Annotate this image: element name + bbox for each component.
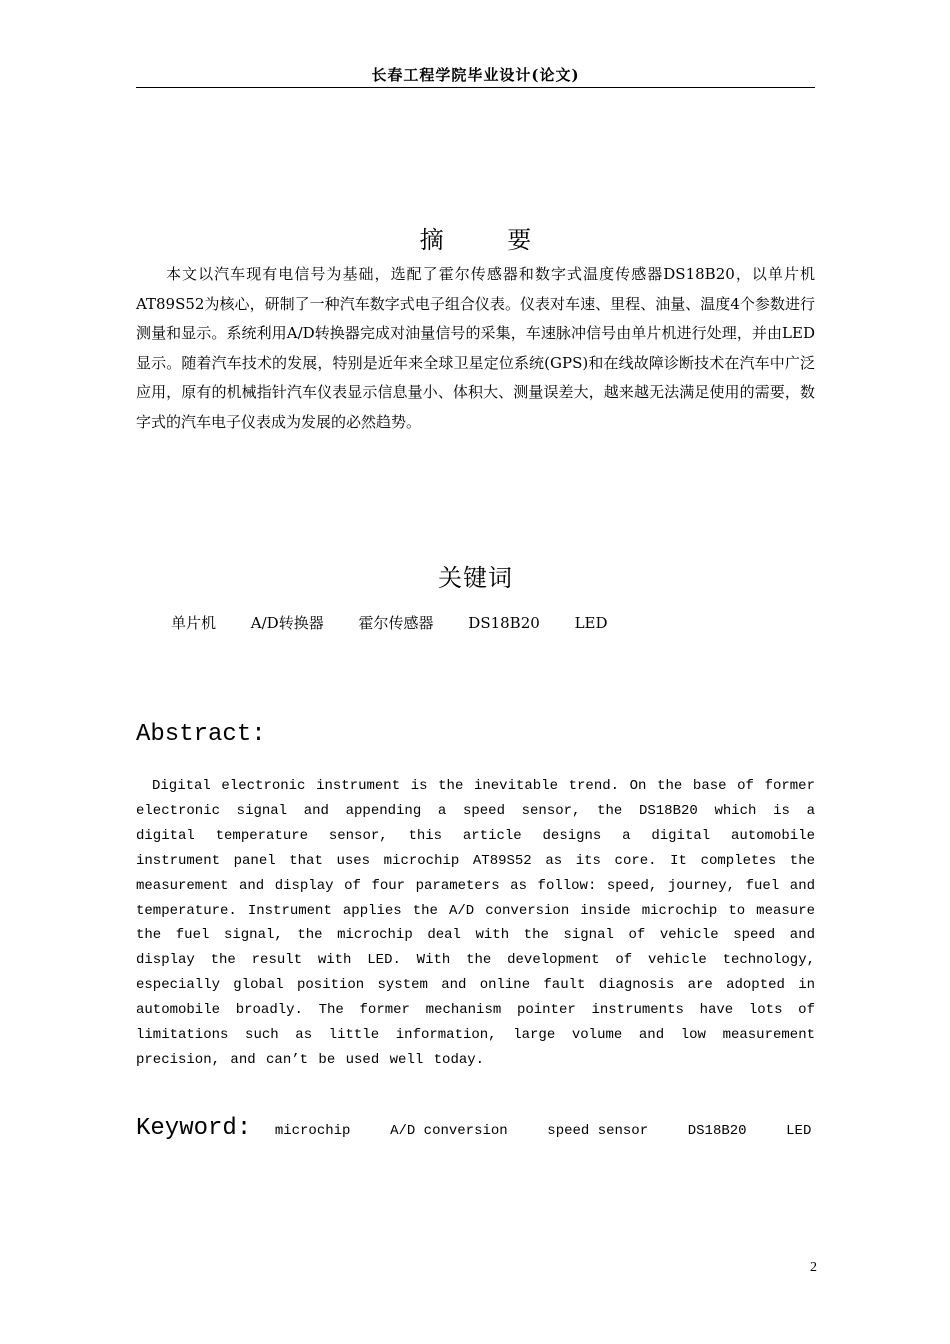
english-keyword: DS18B20 — [687, 1123, 747, 1139]
english-abstract-paragraph: Digital electronic instrument is the inevitable trend. On the base of former electronic signal and appending a speed sensor, the DS18B20 which is a digital temperature sensor, this article designs a digital automobile instrument panel that uses microchip AT89S52 as its core. It completes the measurement and display of four parameters as follow: speed, journey, fuel and temperature. Instrument applies the A/D conversion inside microchip to measure the fuel signal, the microchip deal with the signal of vehicle speed and display the result with LED. With the development of vehicle technology, especially global position system and online fault diagnosis are adopted in automobile broadly. The former mechanism pointer instruments have lots of limitations such as little information, large volume and low measurement precision, and can’t be used well today. — [136, 778, 815, 1068]
english-keywords-line — [136, 1115, 841, 1142]
chinese-keyword: DS18B20 — [468, 614, 540, 632]
chinese-abstract-body — [136, 260, 815, 437]
running-header: 长春工程学院毕业设计(论文) — [371, 66, 580, 84]
chinese-abstract-paragraph: 本文以汽车现有电信号为基础，选配了霍尔传感器和数字式温度传感器DS18B20，以单片机AT89S52为核心，研制了一种汽车数字式电子组合仪表。仪表对车速、里程、油量、温度4个参数进行测量和显示。系统利用A/D转换器完成对油量信号的采集，车速脉冲信号由单片机进行处理，并由LED显示。随着汽车技术的发展，特别是近年来全球卫星定位系统(GPS)和在线故障诊断技术在汽车中广泛应用，原有的机械指针汽车仪表显示信息量小、体积大、测量误差大，越来越无法满足使用的需要，数字式的汽车电子仪表成为发展的必然趋势。 — [136, 265, 815, 431]
english-keyword: LED — [786, 1123, 812, 1139]
header-divider — [136, 87, 815, 88]
english-keywords-label: Keyword: — [136, 1115, 252, 1142]
chinese-abstract-heading: 摘 要 — [419, 226, 560, 254]
chinese-keyword: LED — [574, 614, 608, 632]
english-keyword: speed sensor — [547, 1123, 649, 1139]
english-keyword: microchip — [274, 1123, 351, 1139]
english-abstract-body — [136, 774, 815, 1073]
english-abstract-heading: Abstract: — [136, 721, 266, 748]
chinese-keyword: 霍尔传感器 — [358, 614, 434, 632]
page-number: 2 — [810, 1260, 817, 1275]
english-keyword: A/D conversion — [390, 1123, 508, 1139]
chinese-keyword: A/D转换器 — [250, 614, 324, 632]
chinese-keywords-heading: 关键词 — [438, 564, 513, 592]
chinese-keyword: 单片机 — [171, 614, 217, 632]
chinese-keywords-list — [171, 612, 638, 633]
